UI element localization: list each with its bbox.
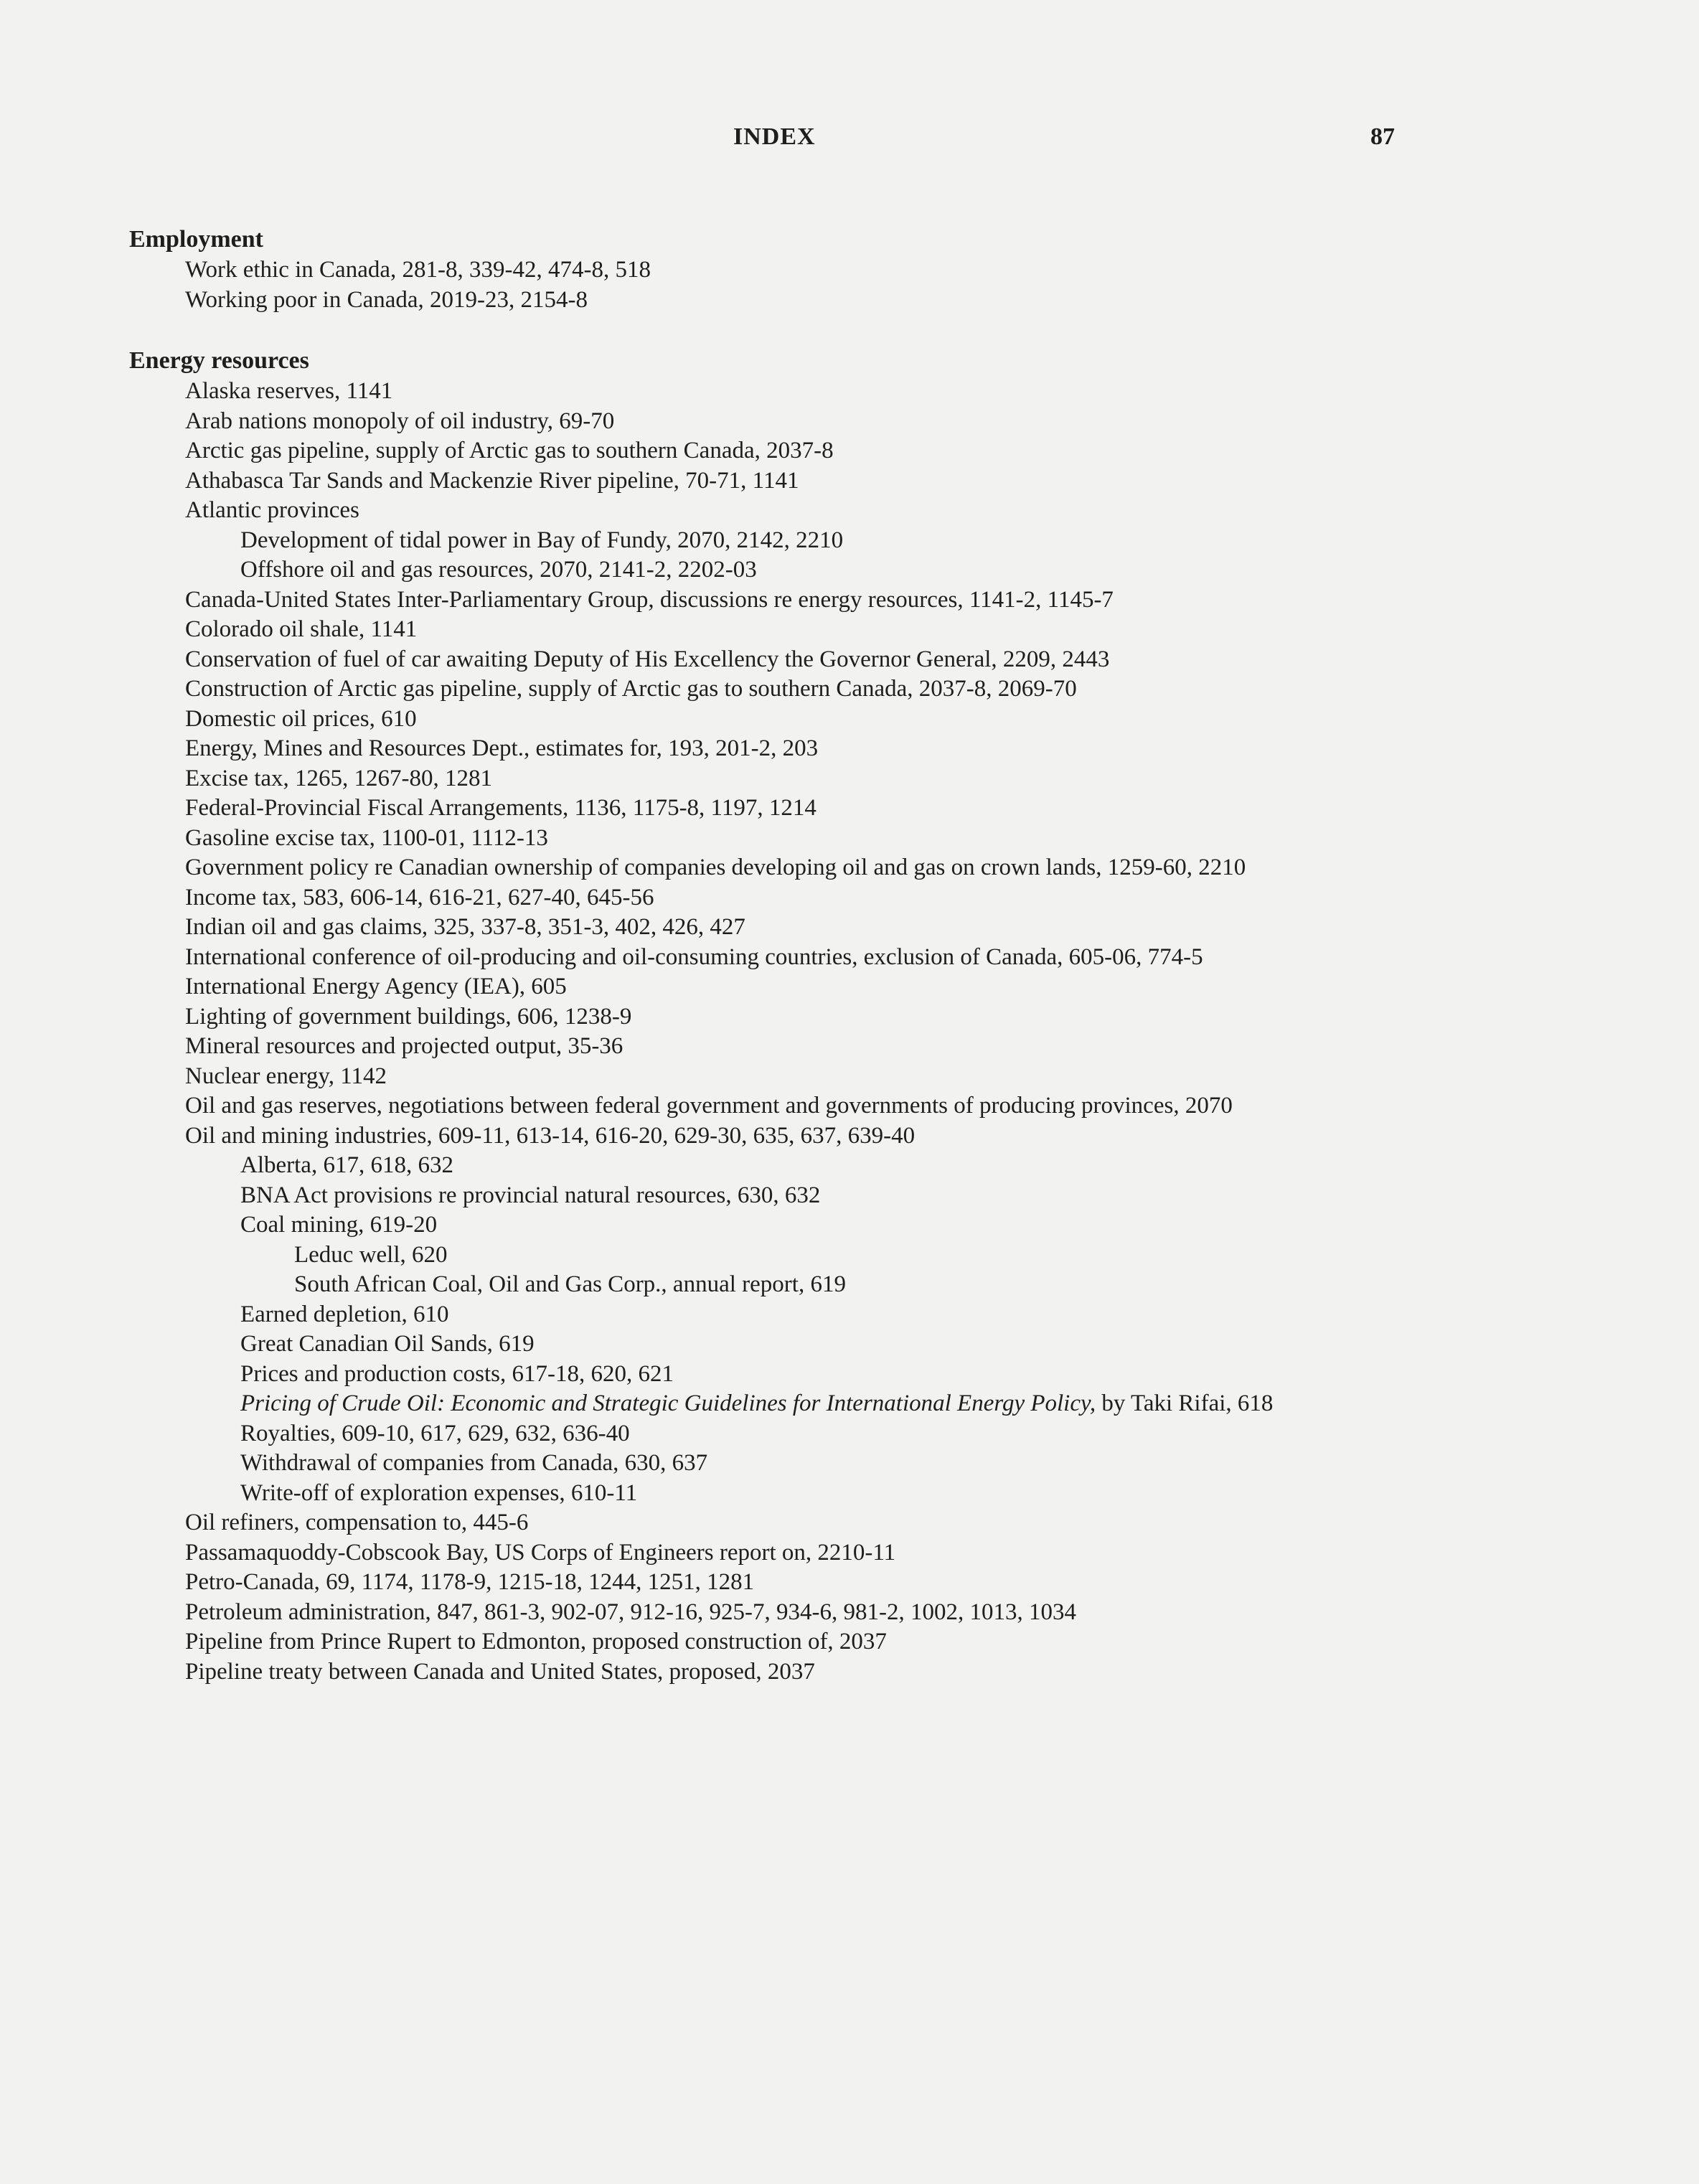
- index-entry-title: Pricing of Crude Oil: Economic and Strategic Guidelines for International Energy Policy,: [240, 1390, 1096, 1416]
- index-entry: Construction of Arctic gas pipeline, supply of Arctic gas to southern Canada, 2037-8, 2069-70: [185, 676, 1077, 702]
- index-entry: Withdrawal of companies from Canada, 630, 637: [240, 1450, 708, 1476]
- index-entry: Lighting of government buildings, 606, 1238-9: [185, 1003, 632, 1030]
- index-entry: Income tax, 583, 606-14, 616-21, 627-40, 645-56: [185, 884, 654, 910]
- index-entry: Passamaquoddy-Cobscook Bay, US Corps of Engineers report on, 2210-11: [185, 1539, 896, 1566]
- index-entry: Alaska reserves, 1141: [185, 378, 393, 404]
- index-entry: Write-off of exploration expenses, 610-11: [240, 1479, 638, 1506]
- index-entry: Nuclear energy, 1142: [185, 1063, 387, 1089]
- index-section: [129, 345, 1429, 1687]
- index-entry: Earned depletion, 610: [240, 1301, 449, 1327]
- index-entry: Royalties, 609-10, 617, 629, 632, 636-40: [240, 1420, 630, 1446]
- index-entry: Alberta, 617, 618, 632: [240, 1152, 453, 1178]
- index-entry: [240, 1389, 1429, 1419]
- index-entry: Working poor in Canada, 2019-23, 2154-8: [185, 286, 588, 313]
- index-entry: Athabasca Tar Sands and Mackenzie River pipeline, 70-71, 1141: [185, 467, 799, 494]
- index-entry: Energy, Mines and Resources Dept., estimates for, 193, 201-2, 203: [185, 735, 819, 761]
- index-entry: Oil and gas reserves, negotiations between federal government and governments of producing provinces, 2070: [185, 1093, 1233, 1119]
- index-entry: Leduc well, 620: [294, 1241, 448, 1268]
- index-entry: Development of tidal power in Bay of Fundy, 2070, 2142, 2210: [240, 527, 844, 553]
- index-entry: Pipeline treaty between Canada and United States, proposed, 2037: [185, 1658, 815, 1685]
- index-entry: Pipeline from Prince Rupert to Edmonton, proposed construction of, 2037: [185, 1629, 887, 1655]
- index-entry: Canada-United States Inter-Parliamentary Group, discussions re energy resources, 1141-2, 1145-7: [185, 586, 1114, 613]
- index-entry: Offshore oil and gas resources, 2070, 2141-2, 2202-03: [240, 557, 757, 583]
- index-entry: Prices and production costs, 617-18, 620, 621: [240, 1360, 674, 1387]
- index-entry: Arab nations monopoly of oil industry, 69-70: [185, 408, 615, 434]
- index-entry: International Energy Agency (IEA), 605: [185, 974, 567, 999]
- index-entry: Petroleum administration, 847, 861-3, 902-07, 912-16, 925-7, 934-6, 981-2, 1002, 1013, 1034: [185, 1599, 1076, 1625]
- index-entry: Excise tax, 1265, 1267-80, 1281: [185, 765, 493, 791]
- index-entry: Coal mining, 619-20: [240, 1212, 438, 1238]
- page-number: 87: [1370, 123, 1395, 150]
- index-entry: Colorado oil shale, 1141: [185, 616, 418, 642]
- index-entry: Petro-Canada, 69, 1174, 1178-9, 1215-18, 1244, 1251, 1281: [185, 1569, 755, 1595]
- index-entry: Mineral resources and projected output, 35-36: [185, 1033, 623, 1059]
- index-heading: Employment: [129, 226, 263, 253]
- index-entry: International conference of oil-producing and oil-consuming countries, exclusion of Canada, 605-06, 774-5: [185, 943, 1203, 970]
- index-entry: Domestic oil prices, 610: [185, 705, 417, 732]
- index-entry: Gasoline excise tax, 1100-01, 1112-13: [185, 824, 548, 851]
- index-entry: Federal-Provincial Fiscal Arrangements, 1136, 1175-8, 1197, 1214: [185, 795, 816, 821]
- index-entry: Oil and mining industries, 609-11, 613-14, 616-20, 629-30, 635, 637, 639-40: [185, 1122, 916, 1149]
- index-entry: Government policy re Canadian ownership of companies developing oil and gas on crown lands, 1259-60, 2210: [185, 855, 1246, 880]
- index-entry: Great Canadian Oil Sands, 619: [240, 1331, 535, 1357]
- index-entry: Oil refiners, compensation to, 445-6: [185, 1510, 529, 1535]
- running-head: [0, 123, 1699, 158]
- index-entry: Atlantic provinces: [185, 497, 359, 523]
- index-entry: Work ethic in Canada, 281-8, 339-42, 474-8, 518: [185, 257, 651, 283]
- index-entry: South African Coal, Oil and Gas Corp., annual report, 619: [294, 1271, 846, 1297]
- index-entry: Arctic gas pipeline, supply of Arctic gas to southern Canada, 2037-8: [185, 438, 834, 463]
- index-entry: BNA Act provisions re provincial natural resources, 630, 632: [240, 1182, 821, 1208]
- running-head-title: INDEX: [733, 123, 816, 150]
- index-entry: Conservation of fuel of car awaiting Deputy of His Excellency the Governor General, 2209, 2443: [185, 646, 1110, 672]
- index-heading: Energy resources: [129, 347, 309, 374]
- index-body: [129, 224, 1429, 1717]
- index-section: [129, 224, 1429, 315]
- index-entry: Indian oil and gas claims, 325, 337-8, 351-3, 402, 426, 427: [185, 914, 745, 940]
- index-entry-text: by Taki Rifai, 618: [1096, 1390, 1274, 1416]
